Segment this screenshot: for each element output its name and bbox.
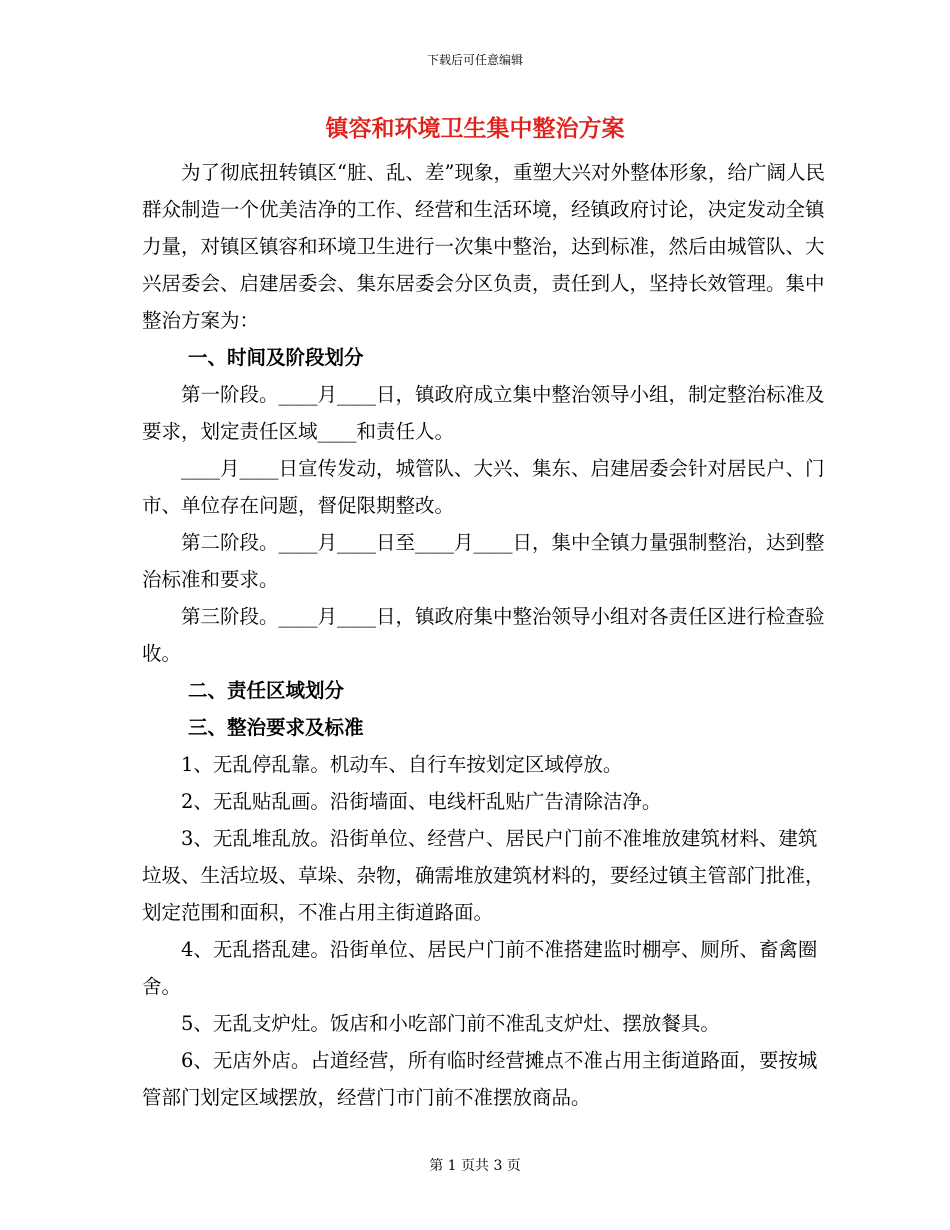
- intro-paragraph: 为了彻底扭转镇区“脏、乱、差”现象，重塑大兴对外整体形象，给广阔人民群众制造一个优美洁净的工作、经营和生活环境，经镇政府讨论，决定发动全镇力量，对镇区镇容和环境卫生进行一次集中整治，达到标准，然后由城管队、大兴居委会、启建居委会、集东居委会分区负责，责任到人，坚持长效管理。集中整治方案为：: [142, 161, 825, 332]
- requirement-item-4: 4、无乱搭乱建。沿街单位、居民户门前不准搭建监时棚亭、厕所、畜禽圈舍。: [142, 938, 818, 998]
- stage-2-paragraph: 第二阶段。____月____日至____月____日，集中全镇力量强制整治，达到整治标准和要求。: [142, 531, 825, 591]
- stage-3-paragraph: 第三阶段。____月____日，镇政府集中整治领导小组对各责任区进行检查验收。: [142, 605, 825, 665]
- section-heading-3: 三、整治要求及标准: [188, 716, 364, 739]
- requirement-item-2: 2、无乱贴乱画。沿街墙面、电线杆乱贴广告清除洁净。: [181, 790, 662, 813]
- document-title: 镇容和环境卫生集中整治方案: [325, 116, 625, 142]
- stage-1-publicity-paragraph: ____月____日宣传发动，城管队、大兴、集东、启建居委会针对居民户、门市、单位存在问题，督促限期整改。: [142, 457, 825, 517]
- requirement-item-3: 3、无乱堆乱放。沿街单位、经营户、居民户门前不准堆放建筑材料、建筑垃圾、生活垃圾、草垛、杂物，确需堆放建筑材料的，要经过镇主管部门批准，划定范围和面积，不准占用主街道路面。: [142, 827, 825, 924]
- requirement-item-1: 1、无乱停乱靠。机动车、自行车按划定区域停放。: [181, 753, 623, 776]
- requirement-item-5: 5、无乱支炉灶。饭店和小吃部门前不准乱支炉灶、摆放餐具。: [181, 1012, 720, 1035]
- document-body: [142, 154, 832, 1116]
- section-heading-1: 一、时间及阶段划分: [188, 346, 364, 369]
- page-header-note: 下载后可任意编辑: [426, 53, 523, 67]
- stage-1-paragraph: 第一阶段。____月____日，镇政府成立集中整治领导小组，制定整治标准及要求，划定责任区域____和责任人。: [142, 383, 825, 443]
- page-footer-note: 第 1 页共 3 页: [429, 1158, 521, 1174]
- section-heading-2: 二、责任区域划分: [188, 679, 345, 702]
- requirement-item-6: 6、无店外店。占道经营，所有临时经营摊点不准占用主街道路面，要按城管部门划定区域摆放，经营门市门前不准摆放商品。: [142, 1049, 818, 1109]
